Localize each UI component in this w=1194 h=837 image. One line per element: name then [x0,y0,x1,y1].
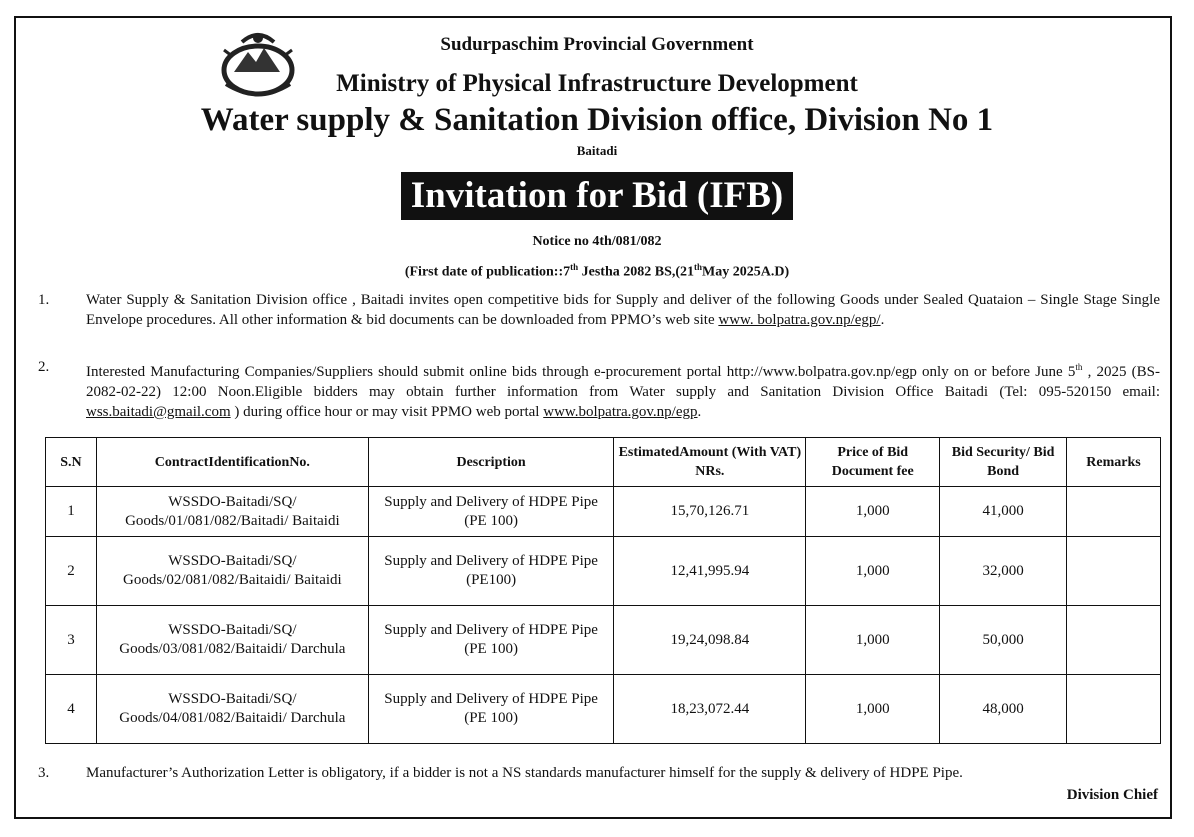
paragraph-3: 3. Manufacturer’s Authorization Letter is obligatory, if a bidder is not a NS standards manufacturer himself for the supply & delivery of HDPE Pipe. [38,765,963,781]
cell-remarks [1067,537,1161,606]
cell-contract: WSSDO-Baitadi/SQ/ Goods/04/081/082/Baitaidi/ Darchula [96,675,368,744]
header-amount: EstimatedAmount (With VAT) NRs. [614,438,806,487]
cell-description: Supply and Delivery of HDPE Pipe (PE 100) [368,675,614,744]
cell-contract: WSSDO-Baitadi/SQ/ Goods/02/081/082/Baitaidi/ Baitaidi [96,537,368,606]
cell-fee: 1,000 [806,606,940,675]
cell-contract: WSSDO-Baitadi/SQ/ Goods/03/081/082/Baitaidi/ Darchula [96,606,368,675]
table-row [46,487,1161,537]
ministry-name: Ministry of Physical Infrastructure Development [336,70,858,97]
cell-remarks [1067,606,1161,675]
office-name: Water supply & Sanitation Division office, Division No 1 [200,102,994,138]
paragraph-1: 1. Water Supply & Sanitation Division office , Baitadi invites open competitive bids for Supply and deliver of the following Goods under Sealed Quataion – Single Stage Single Envelope procedures. All other information & bid documents can be downloaded from PPMO’s web site www. bolpatra.gov.np/egp/. [38,292,1160,328]
cell-fee: 1,000 [806,537,940,606]
bid-table [45,437,1161,744]
notice-number: Notice no 4th/081/082 [532,234,662,249]
cell-sn: 1 [46,487,97,537]
ppmo-link[interactable]: www. bolpatra.gov.np/egp/ [718,312,881,328]
table-row [46,537,1161,606]
paragraph-2: 2. Interested Manufacturing Companies/Suppliers should submit online bids through e-procurement portal http://www.bolpatra.gov.np/egp only on or before June 5th , 2025 (BS-2082-02-22) 12:00 Noon.Eligible bidders may obtain further information from Water supply and Sanitation Division Office Baitadi (Tel: 095-520150 email: wss.baitadi@gmail.com ) during office hour or may visit PPMO web portal www.bolpatra.gov.np/egp. [38,359,1160,420]
cell-remarks [1067,675,1161,744]
header-description: Description [368,438,614,487]
table-row [46,675,1161,744]
cell-description: Supply and Delivery of HDPE Pipe (PE100) [368,537,614,606]
cell-sn: 4 [46,675,97,744]
cell-description: Supply and Delivery of HDPE Pipe (PE 100) [368,606,614,675]
cell-security: 48,000 [940,675,1067,744]
cell-amount: 19,24,098.84 [614,606,806,675]
header-remarks: Remarks [1067,438,1161,487]
cell-sn: 2 [46,537,97,606]
header-contract: ContractIdentificationNo. [96,438,368,487]
cell-description: Supply and Delivery of HDPE Pipe (PE 100) [368,487,614,537]
cell-fee: 1,000 [806,487,940,537]
cell-amount: 18,23,072.44 [614,675,806,744]
cell-security: 41,000 [940,487,1067,537]
portal-link[interactable]: www.bolpatra.gov.np/egp [543,404,698,420]
page-title: Invitation for Bid (IFB) [401,172,793,220]
signer-title: Division Chief [1066,787,1158,803]
government-name: Sudurpaschim Provincial Government [440,34,754,55]
email-link[interactable]: wss.baitadi@gmail.com [86,404,231,420]
table-header-row [46,438,1161,487]
cell-fee: 1,000 [806,675,940,744]
publication-date: (First date of publication::7th Jestha 2082 BS,(21thMay 2025A.D) [404,262,790,280]
header-security: Bid Security/ Bid Bond [940,438,1067,487]
cell-amount: 15,70,126.71 [614,487,806,537]
cell-contract: WSSDO-Baitadi/SQ/ Goods/01/081/082/Baitadi/ Baitaidi [96,487,368,537]
header-sn: S.N [46,438,97,487]
header-fee: Price of Bid Document fee [806,438,940,487]
cell-security: 32,000 [940,537,1067,606]
cell-remarks [1067,487,1161,537]
cell-amount: 12,41,995.94 [614,537,806,606]
office-location: Baitadi [576,143,618,158]
cell-security: 50,000 [940,606,1067,675]
table-row [46,606,1161,675]
cell-sn: 3 [46,606,97,675]
